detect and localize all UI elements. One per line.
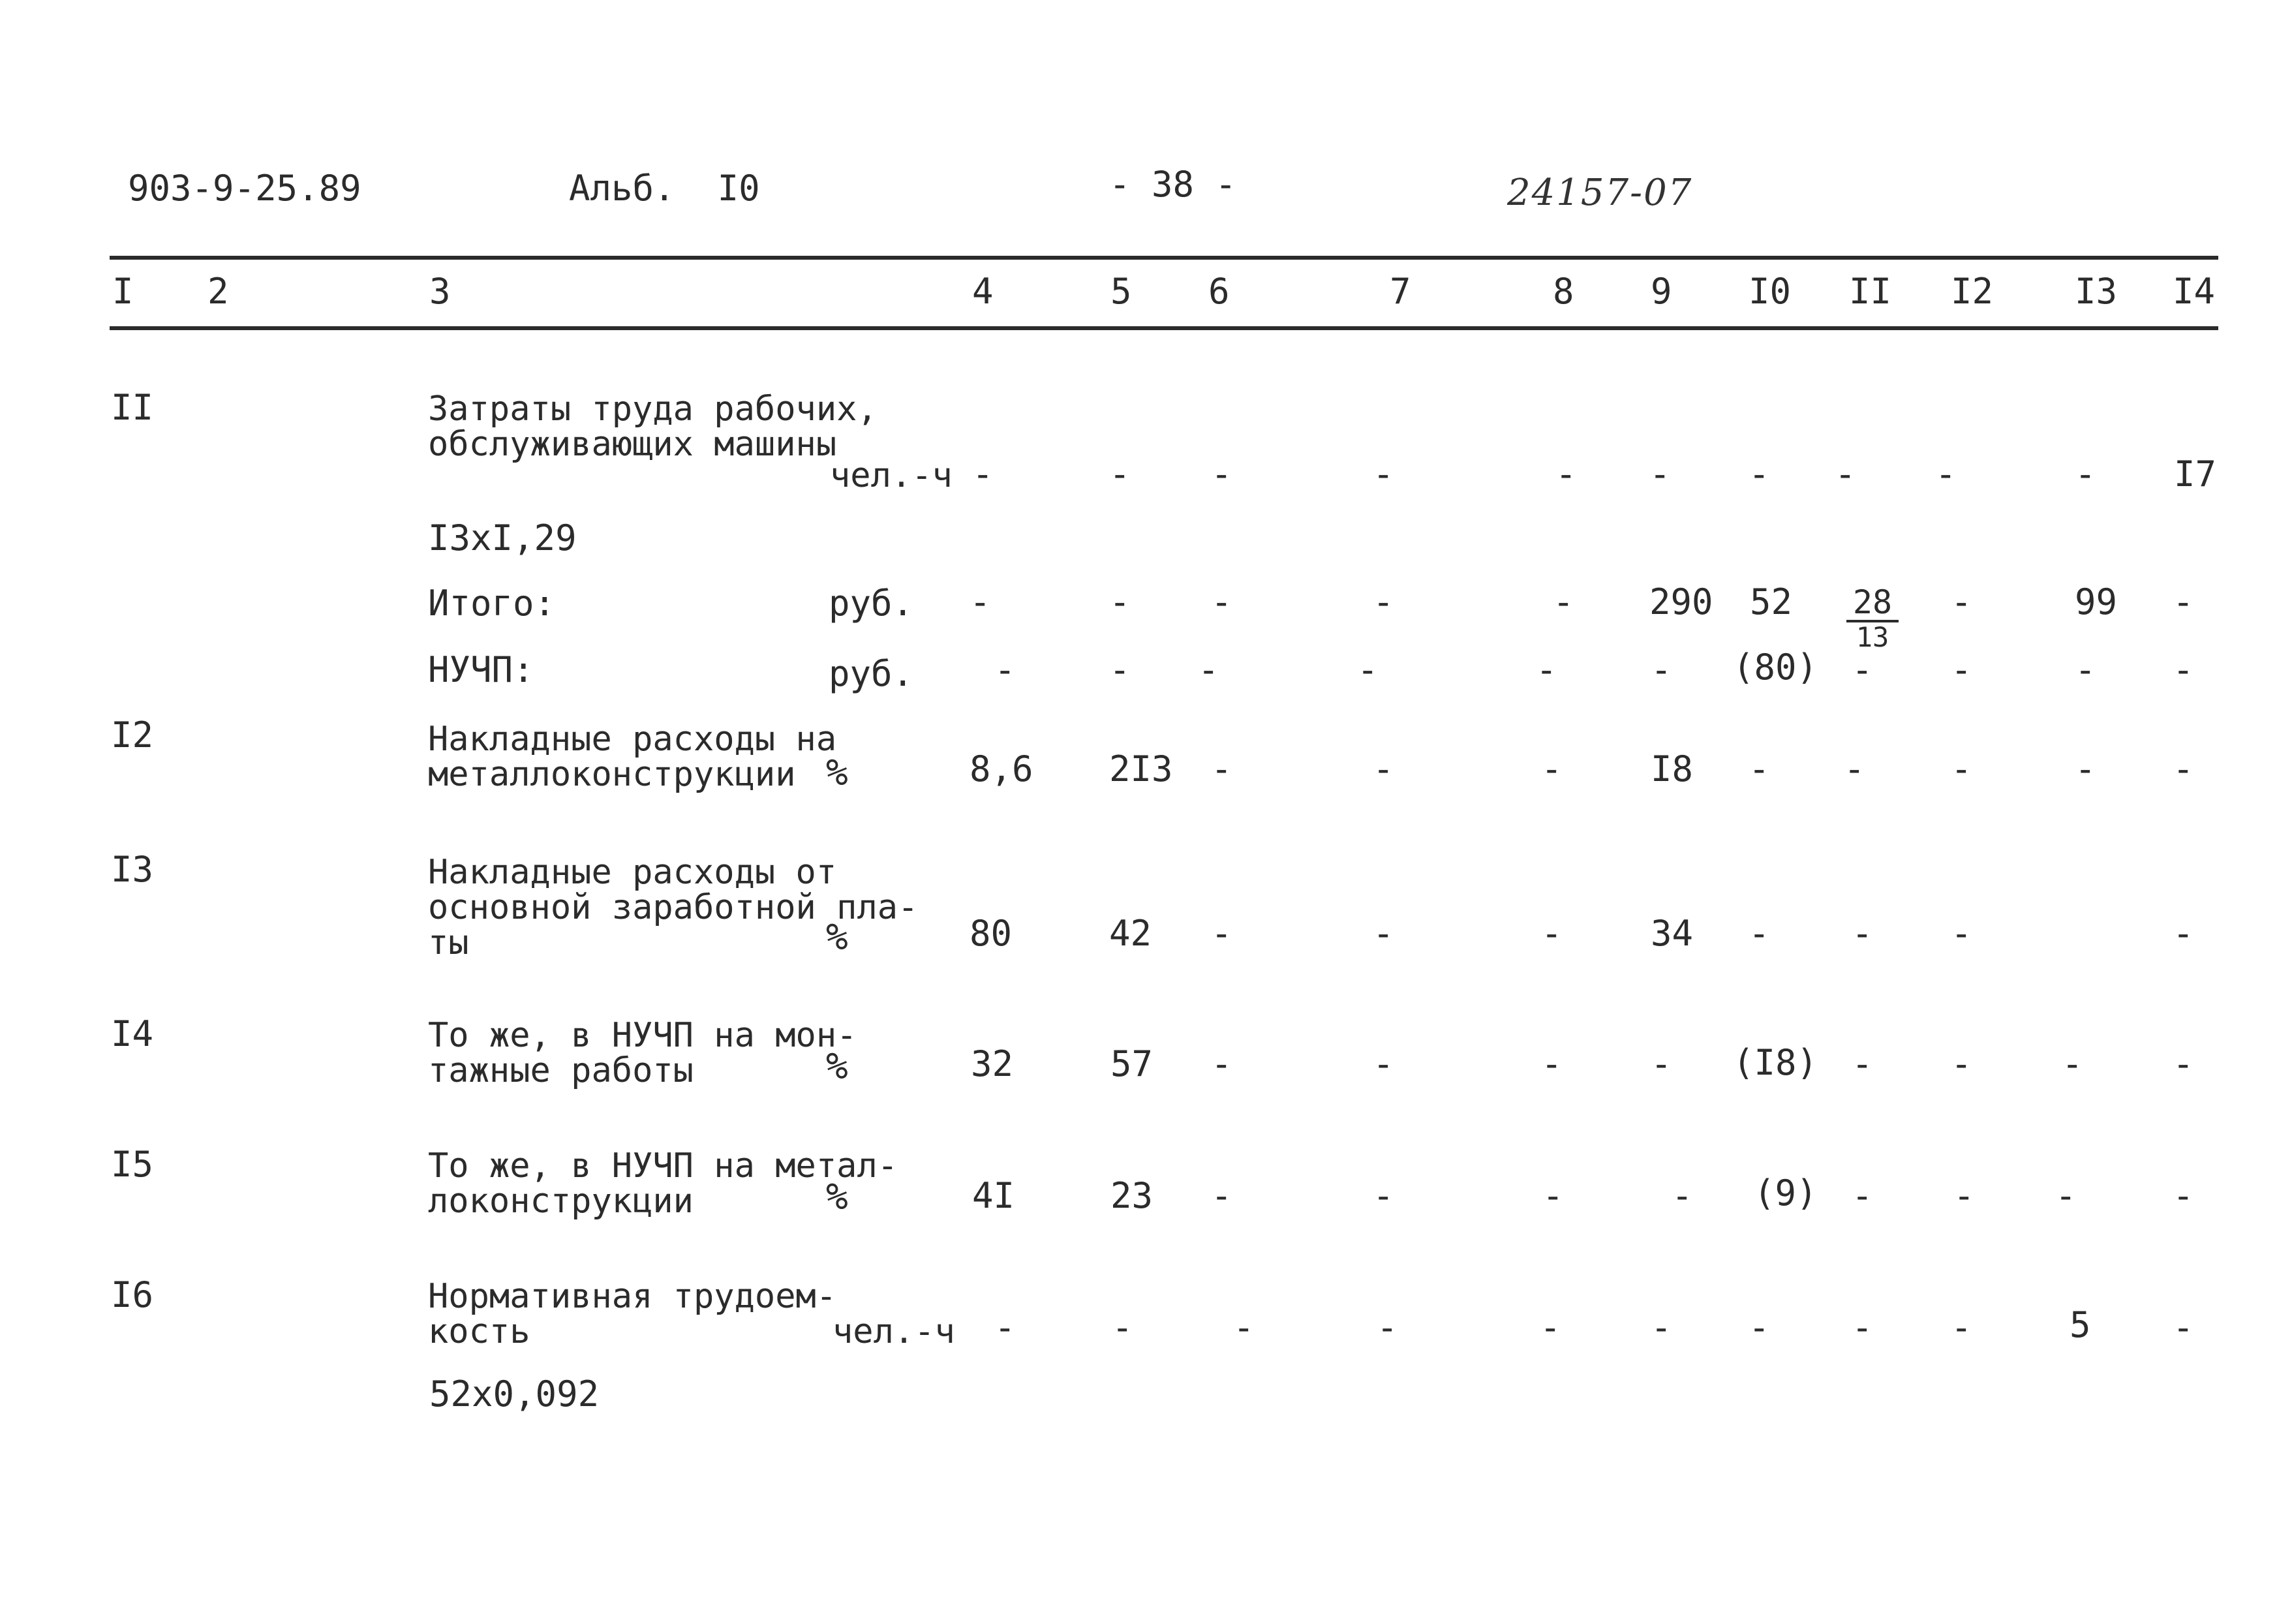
cell-c12: -	[1951, 748, 1972, 789]
cell-c10: (80)	[1733, 647, 1818, 688]
album-label: Альб. I0	[569, 168, 760, 209]
col-num-1: I	[112, 271, 134, 312]
cell-c4: 32	[971, 1043, 1014, 1084]
cell-c11: -	[1852, 1175, 1873, 1216]
cell-c6: -	[1211, 1175, 1232, 1216]
cell-c9: 34	[1651, 913, 1694, 954]
row-unit: %	[826, 1176, 848, 1218]
cell-c11: -	[1852, 649, 1873, 690]
cell-c12: -	[1951, 913, 1972, 954]
cell-c5: 42	[1109, 913, 1152, 954]
col-num-13: I3	[2075, 271, 2118, 312]
row-formula: I3xI,29	[428, 517, 577, 559]
cell-c5: -	[1109, 453, 1131, 495]
cell-c10: -	[1749, 748, 1770, 789]
cell-c4: 8,6	[970, 748, 1033, 789]
cell-c6: -	[1211, 581, 1232, 622]
cell-c11: -	[1852, 913, 1873, 954]
row-number: II	[111, 387, 154, 428]
row-description: Накладные расходы на металлоконструкции	[428, 720, 837, 794]
cell-c12: -	[1951, 581, 1972, 622]
cell-c5: -	[1112, 1307, 1133, 1348]
row-number: I3	[111, 849, 154, 890]
cell-c14: -	[2173, 1043, 2194, 1084]
cell-c10: -	[1749, 1307, 1770, 1348]
row-unit: чел.-ч	[830, 456, 953, 495]
row-description: НУЧП:	[428, 649, 534, 690]
cell-c14: -	[2173, 649, 2194, 690]
row-number: I2	[111, 714, 154, 756]
col-num-11: II	[1849, 271, 1892, 312]
cell-c13: 5	[2070, 1304, 2091, 1345]
cell-c5: -	[1109, 649, 1131, 690]
row-unit: %	[826, 1045, 848, 1088]
cell-c9: -	[1651, 1043, 1672, 1084]
cell-c7: -	[1377, 1307, 1398, 1348]
col-num-4: 4	[972, 271, 994, 312]
cell-c8: -	[1541, 913, 1563, 954]
cell-c8: -	[1555, 453, 1577, 495]
top-rule	[110, 256, 2218, 260]
cell-c5: -	[1109, 581, 1131, 622]
cell-c4: -	[994, 649, 1016, 690]
cell-c12: -	[1935, 453, 1957, 495]
cell-c8: -	[1542, 1175, 1564, 1216]
row-number: I4	[111, 1013, 154, 1054]
cell-c11: -	[1852, 1043, 1873, 1084]
cell-c7: -	[1373, 1175, 1394, 1216]
col-num-8: 8	[1553, 271, 1574, 312]
col-num-14: I4	[2173, 271, 2216, 312]
cell-c13: -	[2062, 1043, 2083, 1084]
cell-c10: -	[1749, 453, 1770, 495]
col-num-9: 9	[1651, 271, 1672, 312]
col-num-10: I0	[1749, 271, 1792, 312]
cell-c14: -	[2173, 748, 2194, 789]
cell-c6: -	[1211, 913, 1232, 954]
row-description: То же, в НУЧП на мон- тажные работы	[428, 1016, 857, 1090]
cell-c12: -	[1951, 1043, 1972, 1084]
col-num-12: I2	[1951, 271, 1994, 312]
cell-c7: -	[1373, 1043, 1394, 1084]
cell-c4: -	[970, 581, 991, 622]
cell-c9: -	[1651, 1307, 1672, 1348]
cell-c11: -	[1852, 1307, 1873, 1348]
col-num-3: 3	[429, 271, 451, 312]
cell-c8: -	[1540, 1307, 1561, 1348]
cell-c14: -	[2173, 1307, 2194, 1348]
row-description: Нормативная трудоем- кость	[428, 1277, 837, 1351]
row-number: I6	[111, 1274, 154, 1315]
cell-c6: -	[1233, 1307, 1255, 1348]
cell-c7: -	[1357, 649, 1379, 690]
cell-c12: -	[1951, 649, 1972, 690]
cell-c13: -	[2075, 748, 2096, 789]
row-description: Итого:	[428, 583, 556, 624]
row-description: Затраты труда рабочих, обслуживающих машины	[428, 390, 878, 464]
cell-c8: -	[1541, 1043, 1563, 1084]
cell-c8: -	[1553, 581, 1574, 622]
row-description: Накладные расходы от основной заработной пла- ты	[428, 853, 919, 962]
cell-c12: -	[1951, 1307, 1972, 1348]
cell-c13: -	[2075, 453, 2096, 495]
cell-c5: 2I3	[1109, 748, 1173, 789]
row-description: То же, в НУЧП на метал- локонструкции	[428, 1146, 898, 1221]
cell-c10: -	[1749, 913, 1770, 954]
cell-c13: -	[2075, 649, 2096, 690]
cell-c8: -	[1541, 748, 1563, 789]
col-num-2: 2	[207, 271, 229, 312]
cell-c8: -	[1536, 649, 1557, 690]
cell-c7: -	[1373, 913, 1394, 954]
cell-c9: -	[1649, 453, 1671, 495]
cell-c11: -	[1844, 748, 1865, 789]
cell-c12: -	[1953, 1175, 1975, 1216]
inventory-number: 24157-07	[1507, 172, 1693, 214]
cell-c6: -	[1211, 748, 1232, 789]
header-bottom-rule	[110, 326, 2218, 330]
fraction-denominator: 13	[1856, 621, 1889, 653]
cell-c6: -	[1211, 453, 1232, 495]
cell-c5: 57	[1110, 1043, 1154, 1084]
cell-c7: -	[1373, 581, 1394, 622]
cell-c7: -	[1373, 748, 1394, 789]
cell-c14: -	[2173, 581, 2194, 622]
row-unit: чел.-ч	[833, 1312, 955, 1351]
cell-c10: (I8)	[1733, 1042, 1818, 1083]
cell-c13: 99	[2075, 581, 2118, 622]
cell-c9: 290	[1649, 581, 1713, 622]
cell-c13: -	[2055, 1175, 2077, 1216]
cell-c14: -	[2173, 913, 2194, 954]
cell-c14: I7	[2174, 453, 2217, 495]
row-number: I5	[111, 1144, 154, 1185]
cell-c4: -	[972, 453, 994, 495]
fraction-numerator: 28	[1846, 586, 1899, 622]
cell-c11: -	[1835, 453, 1856, 495]
col-num-5: 5	[1110, 271, 1132, 312]
doc-code: 903-9-25.89	[128, 168, 361, 209]
cell-c4: 80	[970, 913, 1013, 954]
cell-c4: -	[994, 1307, 1016, 1348]
cell-c9: -	[1672, 1175, 1693, 1216]
cell-c6: -	[1198, 649, 1219, 690]
col-num-6: 6	[1208, 271, 1230, 312]
cell-c5: 23	[1110, 1175, 1154, 1216]
cell-c11-fraction	[1846, 583, 1899, 653]
row-unit: руб.	[829, 653, 914, 694]
cell-c10: 52	[1750, 581, 1793, 622]
cell-c14: -	[2173, 1175, 2194, 1216]
cell-c10: (9)	[1754, 1172, 1818, 1214]
cell-c6: -	[1211, 1043, 1232, 1084]
row-unit: %	[826, 752, 848, 794]
col-num-7: 7	[1390, 271, 1411, 312]
cell-c9: -	[1651, 649, 1672, 690]
row-unit: руб.	[829, 583, 914, 624]
row-formula: 52x0,092	[429, 1373, 600, 1415]
cell-c4: 4I	[972, 1175, 1015, 1216]
row-unit: %	[826, 916, 848, 958]
cell-c7: -	[1373, 453, 1394, 495]
page-number: - 38 -	[1109, 164, 1237, 205]
cell-c9: I8	[1651, 748, 1694, 789]
